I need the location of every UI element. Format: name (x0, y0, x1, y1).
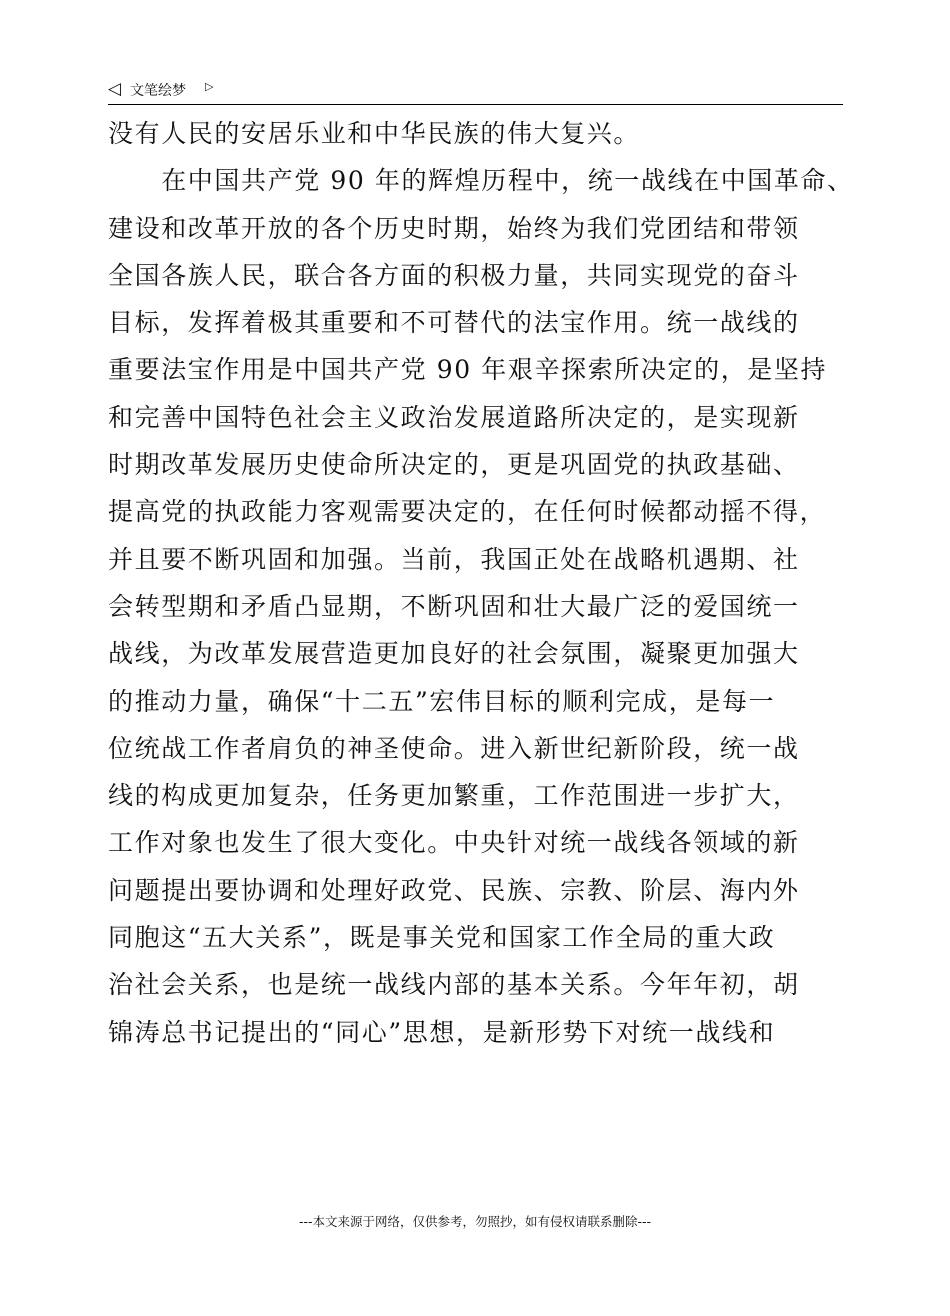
triangle-right-icon: ▷ (205, 80, 214, 93)
text-line: 的推动力量，确保“十二五”宏伟目标的顺利完成，是每一 (108, 686, 776, 716)
text-line: 位统战工作者肩负的神圣使命。进入新世纪新阶段，统一战 (108, 733, 800, 763)
text-line: 建设和改革开放的各个历史时期，始终为我们党团结和带领 (108, 213, 800, 243)
text-line: 目标，发挥着极其重要和不可替代的法宝作用。统一战线的 (108, 308, 800, 338)
text-line: 工作对象也发生了很大变化。中央针对统一战线各领域的新 (108, 828, 800, 858)
text-line: 提高党的执政能力客观需要决定的，在任何时候都动摇不得， (108, 497, 827, 527)
header-brand: 文笔绘梦 (130, 83, 186, 99)
text-line: 和完善中国特色社会主义政治发展道路所决定的，是实现新 (108, 402, 800, 432)
text-line: 重要法宝作用是中国共产党 90 年艰辛探索所决定的，是坚持 (108, 355, 828, 385)
text-line: 时期改革发展历史使命所决定的，更是巩固党的执政基础、 (108, 450, 800, 480)
text-line: 会转型期和矛盾凸显期，不断巩固和壮大最广泛的爱国统一 (108, 591, 800, 621)
text-line: 锦涛总书记提出的“同心”思想，是新形势下对统一战线和 (108, 1017, 776, 1047)
text-line: 战线，为改革发展营造更加良好的社会氛围，凝聚更加强大 (108, 639, 800, 669)
text-line: 治社会关系，也是统一战线内部的基本关系。今年年初，胡 (108, 970, 800, 1000)
page-footer: ---本文来源于网络，仅供参考，勿照抄，如有侵权请联系删除--- (298, 1214, 652, 1229)
page-header (108, 78, 843, 104)
text-line: 并且要不断巩固和加强。当前，我国正处在战略机遇期、社 (108, 544, 800, 574)
text-line: 同胞这“五大关系”，既是事关党和国家工作全局的重大政 (108, 923, 776, 953)
text-line: 问题提出要协调和处理好政党、民族、宗教、阶层、海内外 (108, 875, 800, 905)
document-body (108, 110, 868, 1056)
text-line: 全国各族人民，联合各方面的积极力量，共同实现党的奋斗 (108, 260, 800, 290)
text-line: 在中国共产党 90 年的辉煌历程中，统一战线在中国革命、 (108, 166, 854, 196)
triangle-left-icon: ◁ (108, 79, 122, 99)
text-line: 线的构成更加复杂，任务更加繁重，工作范围进一步扩大， (108, 781, 800, 811)
header-divider (108, 104, 843, 105)
text-line: 没有人民的安居乐业和中华民族的伟大复兴。 (108, 119, 641, 148)
